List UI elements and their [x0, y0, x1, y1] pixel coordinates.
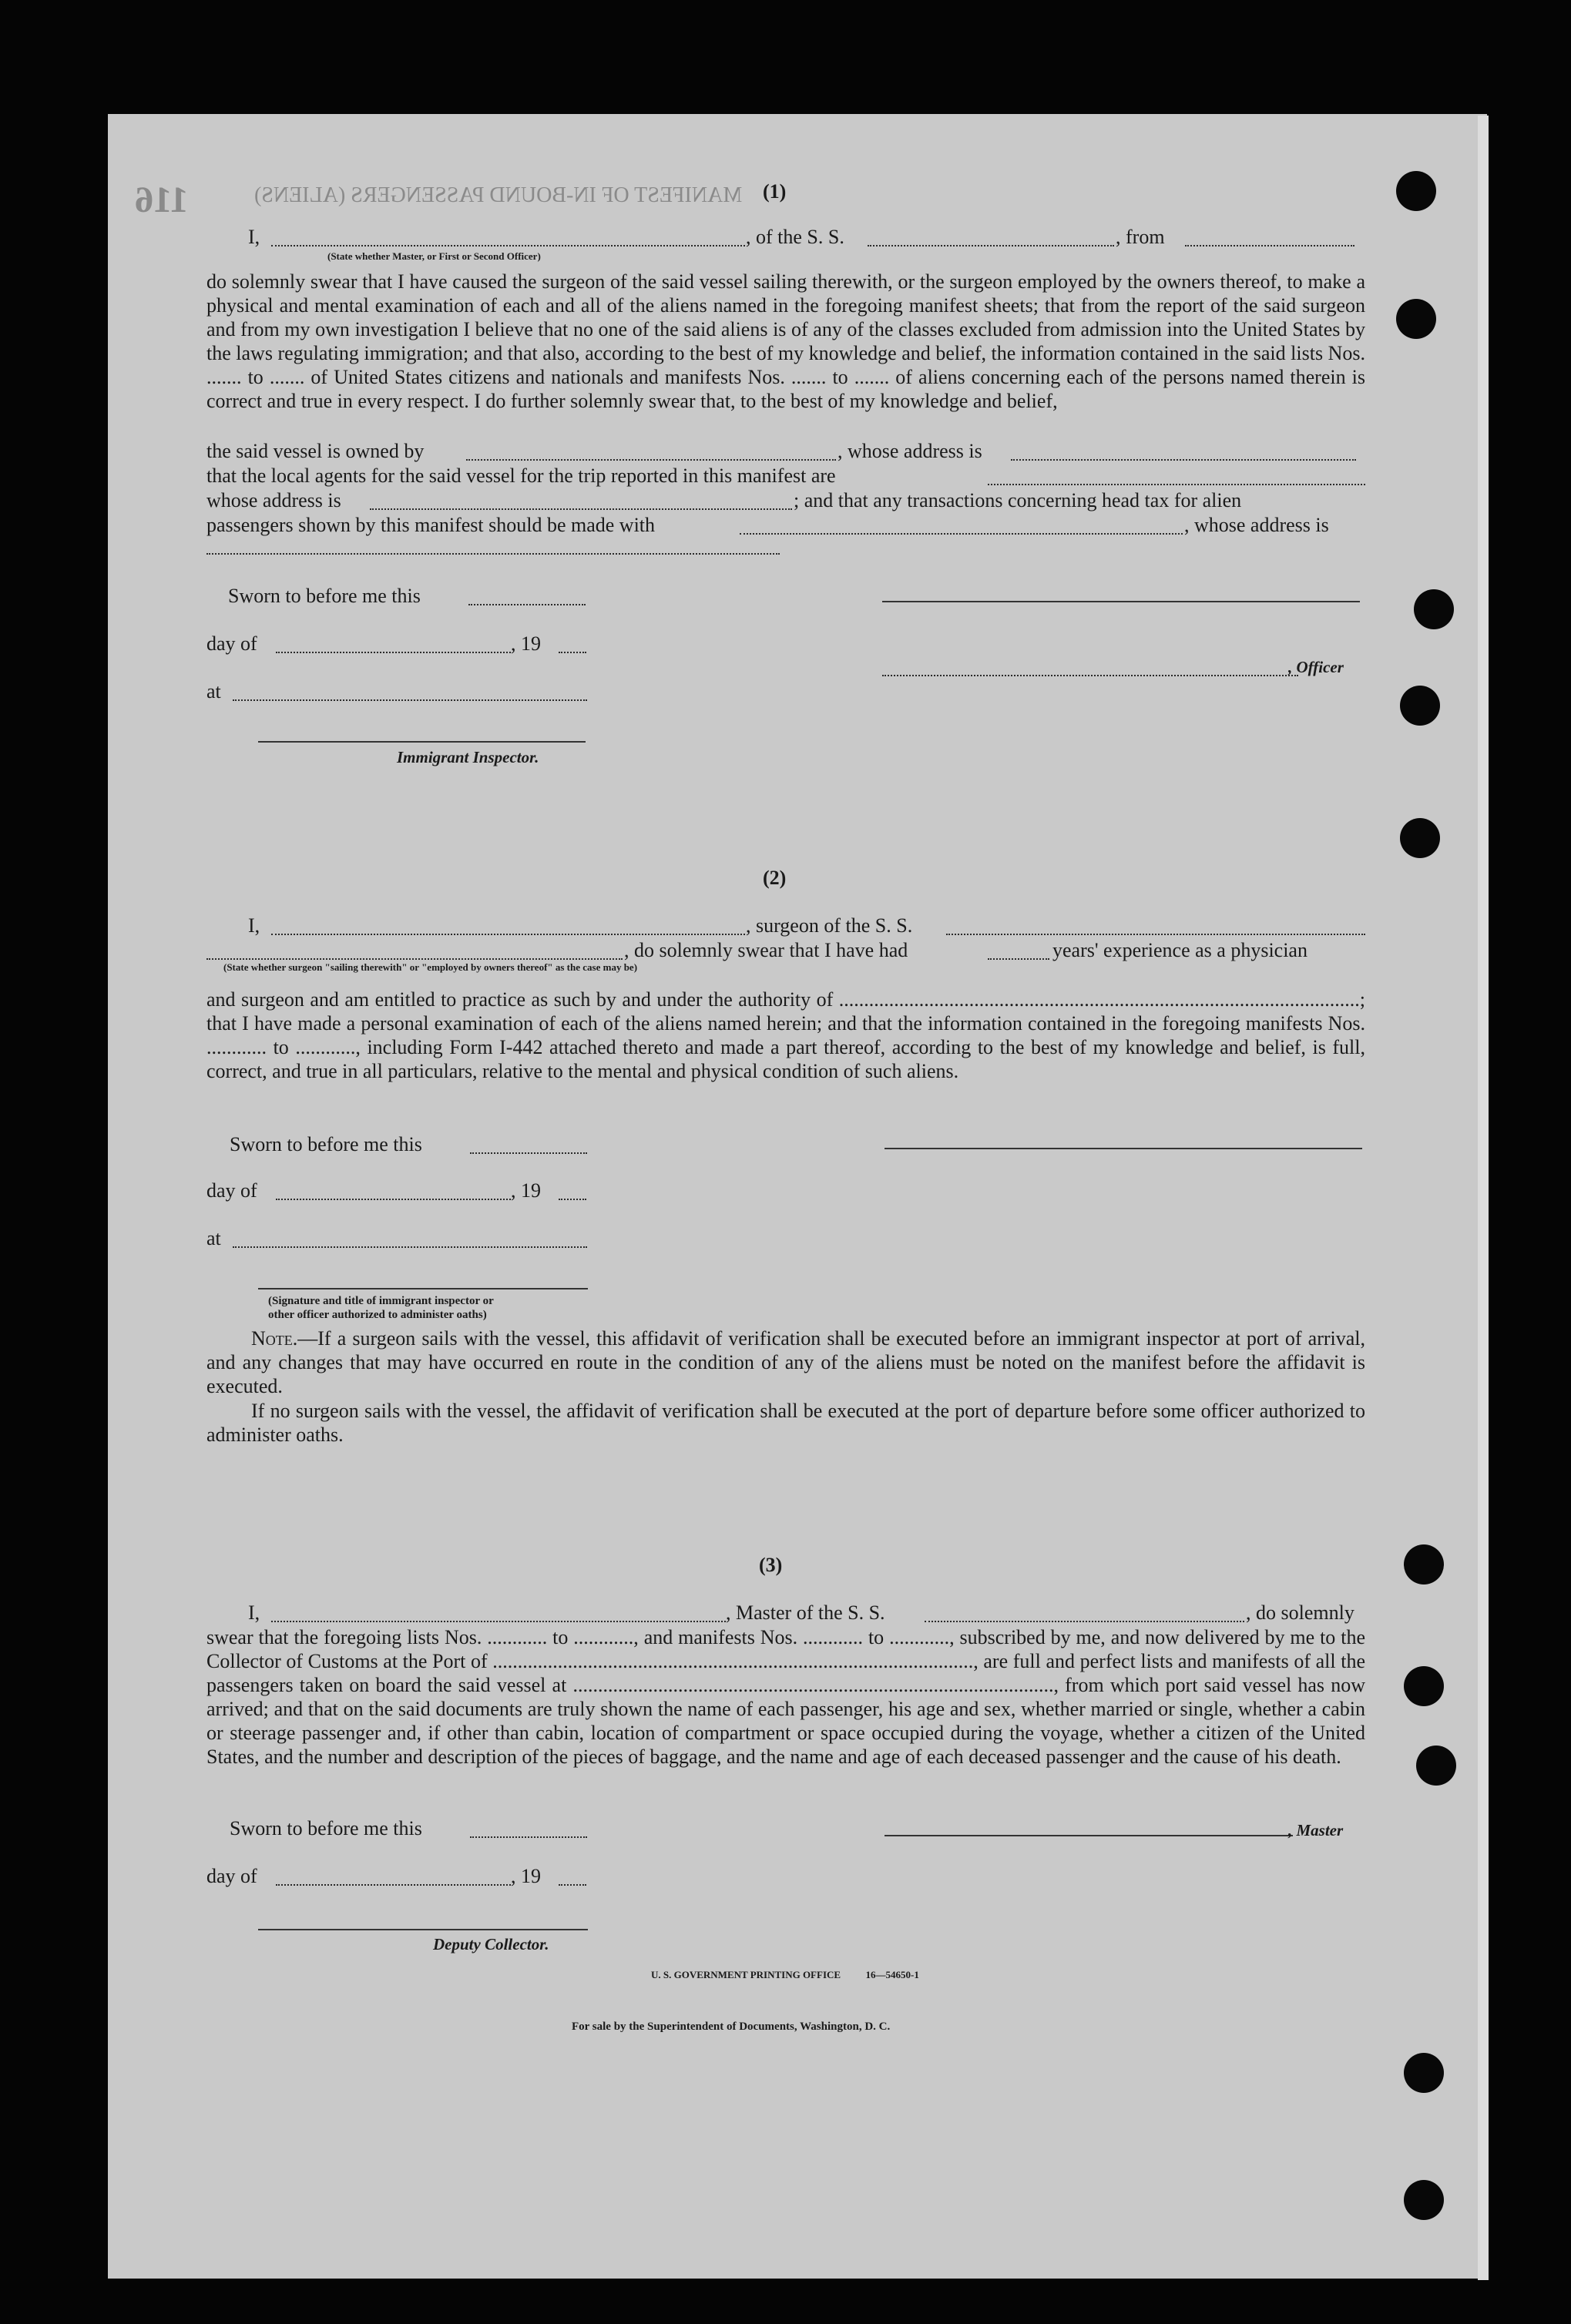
- page-edge: [1478, 116, 1489, 2280]
- s2-day-of: day of: [206, 1179, 257, 1202]
- bleed-through-page-number: 116: [135, 179, 189, 220]
- s2-year-field[interactable]: [559, 1199, 586, 1200]
- s3-sworn-field[interactable]: [470, 1836, 587, 1838]
- s1-owner-field[interactable]: [466, 459, 836, 461]
- s2-signature-note-2: other officer authorized to administer oaths): [268, 1309, 487, 1321]
- s2-inspector-signature-line[interactable]: [258, 1288, 588, 1289]
- s2-sworn-field[interactable]: [470, 1152, 587, 1154]
- s1-day-of: day of: [206, 632, 257, 655]
- s1-inspector-signature-line[interactable]: [258, 741, 586, 743]
- s1-agents: that the local agents for the said vessel for the trip reported in this manifest are: [206, 464, 836, 487]
- s1-year-field[interactable]: [559, 652, 586, 653]
- s1-day-field[interactable]: [276, 652, 511, 653]
- section-1-number: (1): [763, 180, 787, 203]
- s3-paragraph: swear that the foregoing lists Nos. ............ to ............, and manifests Nos. ............ to ............, subscribed by me, and now delivered by me to the Collector of Customs at the Port of ................................................................................................, are full and perfect lists and manifests of all the passengers taken on board the said vessel at ................................................................................................, from which port said vessel has now arrived; and that on the said documents are truly shown the name of each passenger, his age and sex, whether married or single, whether a cabin or steerage passenger and, if other than cabin, location of compartment or space occupied during the voyage, whether a citizen of the United States, and the number and description of the pieces of baggage, and the name and age of each deceased passenger and the cause of his death.: [206, 1626, 1365, 1768]
- s2-status-field[interactable]: [206, 958, 623, 960]
- s1-inspector-label: Immigrant Inspector.: [397, 748, 539, 766]
- s1-owned-by: the said vessel is owned by: [206, 440, 425, 462]
- s1-officer-title-field[interactable]: [882, 675, 1298, 676]
- note-label: Note.: [251, 1327, 298, 1350]
- s1-paragraph: do solemnly swear that I have caused the surgeon of the said vessel sailing therewith, or the surgeon employed by the owners thereof, to make a physical and mental examination of each and all of the aliens named in the foregoing manifest sheets; that from the report of the said surgeon and from my own investigation I believe that no one of the said aliens is of any of the classes excluded from admission into the United States by the laws regulating immigration; and that also, according to the best of my knowledge and belief, the information contained in the said lists Nos. ....... to ....... of United States citizens and nationals and manifests Nos. ....... to ....... of aliens concerning each of the persons named therein is correct and true in every respect. I do further solemnly swear that, to the best of my knowledge and belief,: [206, 270, 1365, 412]
- punch-hole: [1396, 171, 1436, 211]
- s1-agents-address-field[interactable]: [370, 508, 792, 510]
- s3-master-label: , Master: [1288, 1821, 1344, 1839]
- s3-ship-field[interactable]: [925, 1621, 1244, 1622]
- s1-owner-address: , whose address is: [838, 440, 982, 462]
- note-text: —If a surgeon sails with the vessel, this affidavit of verification shall be executed before an immigrant inspector at port of arrival, and any changes that may have occurred en route in the condition of any of the aliens must be noted on the manifest before the affidavit is executed.: [206, 1327, 1365, 1397]
- bleed-through-header: MANIFEST OF IN-BOUND PASSENGERS (ALIENS): [254, 183, 743, 207]
- s2-sworn: Sworn to before me this: [230, 1133, 422, 1155]
- s3-i: I,: [248, 1601, 260, 1624]
- s1-from-field[interactable]: [1185, 245, 1354, 246]
- s1-agents-field[interactable]: [988, 484, 1365, 485]
- s2-i: I,: [248, 914, 260, 937]
- s2-note2-paragraph: If no surgeon sails with the vessel, the affidavit of verification shall be executed at the port of departure before some officer authorized to administer oaths.: [206, 1400, 1365, 1446]
- s1-i: I,: [248, 226, 260, 248]
- s3-deputy-label: Deputy Collector.: [433, 1935, 549, 1953]
- s3-master-of: , Master of the S. S.: [726, 1601, 885, 1624]
- s3-year-field[interactable]: [559, 1884, 586, 1886]
- s3-year: , 19: [511, 1865, 541, 1887]
- s2-signature-line[interactable]: [885, 1148, 1362, 1149]
- punch-hole: [1400, 686, 1440, 726]
- sale-line: For sale by the Superintendent of Documents, Washington, D. C.: [572, 2021, 891, 2033]
- s2-day-field[interactable]: [276, 1199, 511, 1200]
- s2-surgeon-of: , surgeon of the S. S.: [746, 914, 913, 937]
- s1-name-field[interactable]: [271, 245, 745, 246]
- s2-note-paragraph: [206, 1326, 1365, 1398]
- punch-hole: [1400, 818, 1440, 858]
- s1-owner-address-field[interactable]: [1011, 459, 1356, 461]
- s1-headtax-field[interactable]: [740, 533, 1183, 535]
- s3-master-signature-line[interactable]: [885, 1835, 1293, 1836]
- s1-passengers: passengers shown by this manifest should be made with: [206, 514, 656, 536]
- s2-ship-field[interactable]: [946, 934, 1365, 935]
- s3-sworn: Sworn to before me this: [230, 1817, 422, 1839]
- s2-year: , 19: [511, 1179, 541, 1202]
- printing-office-line: U. S. GOVERNMENT PRINTING OFFICE 16—54650-1: [651, 1969, 919, 1980]
- s2-years: years' experience as a physician: [1052, 939, 1307, 961]
- s1-officer-label: , Officer: [1288, 658, 1344, 676]
- section-2-number: (2): [763, 867, 787, 889]
- s1-sworn: Sworn to before me this: [228, 585, 421, 607]
- section-3-number: (3): [759, 1554, 783, 1576]
- s2-name-field[interactable]: [271, 934, 745, 935]
- s1-of-ss: , of the S. S.: [746, 226, 844, 248]
- s2-paragraph: and surgeon and am entitled to practice as such by and under the authority of ........................................................................................................; that I have made a personal examination of each of the aliens named herein; and that the information contained in the foregoing manifests Nos. ............ to ............, including Form I-442 attached thereto and made a part thereof, according to the best of my knowledge and belief, is full, correct, and true in all particulars, relative to the mental and physical condition of such aliens.: [206, 988, 1365, 1082]
- punch-hole: [1404, 2180, 1444, 2220]
- s3-name-field[interactable]: [271, 1621, 726, 1622]
- s3-day-field[interactable]: [276, 1884, 511, 1886]
- s2-at: at: [206, 1227, 221, 1249]
- punch-hole: [1396, 299, 1436, 339]
- s1-officer-signature-line[interactable]: [882, 601, 1360, 602]
- s2-at-field[interactable]: [233, 1246, 587, 1248]
- s2-swear: , do solemnly swear that I have had: [624, 939, 908, 961]
- s1-headtax-address-field[interactable]: [206, 553, 780, 555]
- s3-solemnly: , do solemnly: [1246, 1601, 1354, 1624]
- punch-hole: [1414, 589, 1454, 629]
- s1-at-field[interactable]: [233, 699, 587, 701]
- s3-deputy-signature-line[interactable]: [258, 1929, 588, 1930]
- s1-passengers-address: , whose address is: [1184, 514, 1329, 536]
- s1-year: , 19: [511, 632, 541, 655]
- s3-day-of: day of: [206, 1865, 257, 1887]
- s1-ship-field[interactable]: [868, 245, 1114, 246]
- punch-hole: [1404, 1666, 1444, 1706]
- s1-at: at: [206, 680, 221, 703]
- punch-hole: [1416, 1746, 1456, 1786]
- s1-whose-address: whose address is: [206, 489, 341, 511]
- s2-signature-note-1: (Signature and title of immigrant inspector or: [268, 1295, 494, 1307]
- s1-from: , from: [1116, 226, 1165, 248]
- punch-hole: [1404, 1544, 1444, 1585]
- s1-officer-note: (State whether Master, or First or Second Officer): [327, 250, 541, 262]
- s2-status-note: (State whether surgeon "sailing therewith" or "employed by owners thereof" as the case may be): [223, 961, 638, 973]
- s1-head-tax: ; and that any transactions concerning head tax for alien: [794, 489, 1242, 511]
- s2-years-field[interactable]: [988, 958, 1049, 960]
- punch-hole: [1404, 2053, 1444, 2093]
- s1-sworn-field[interactable]: [468, 604, 586, 605]
